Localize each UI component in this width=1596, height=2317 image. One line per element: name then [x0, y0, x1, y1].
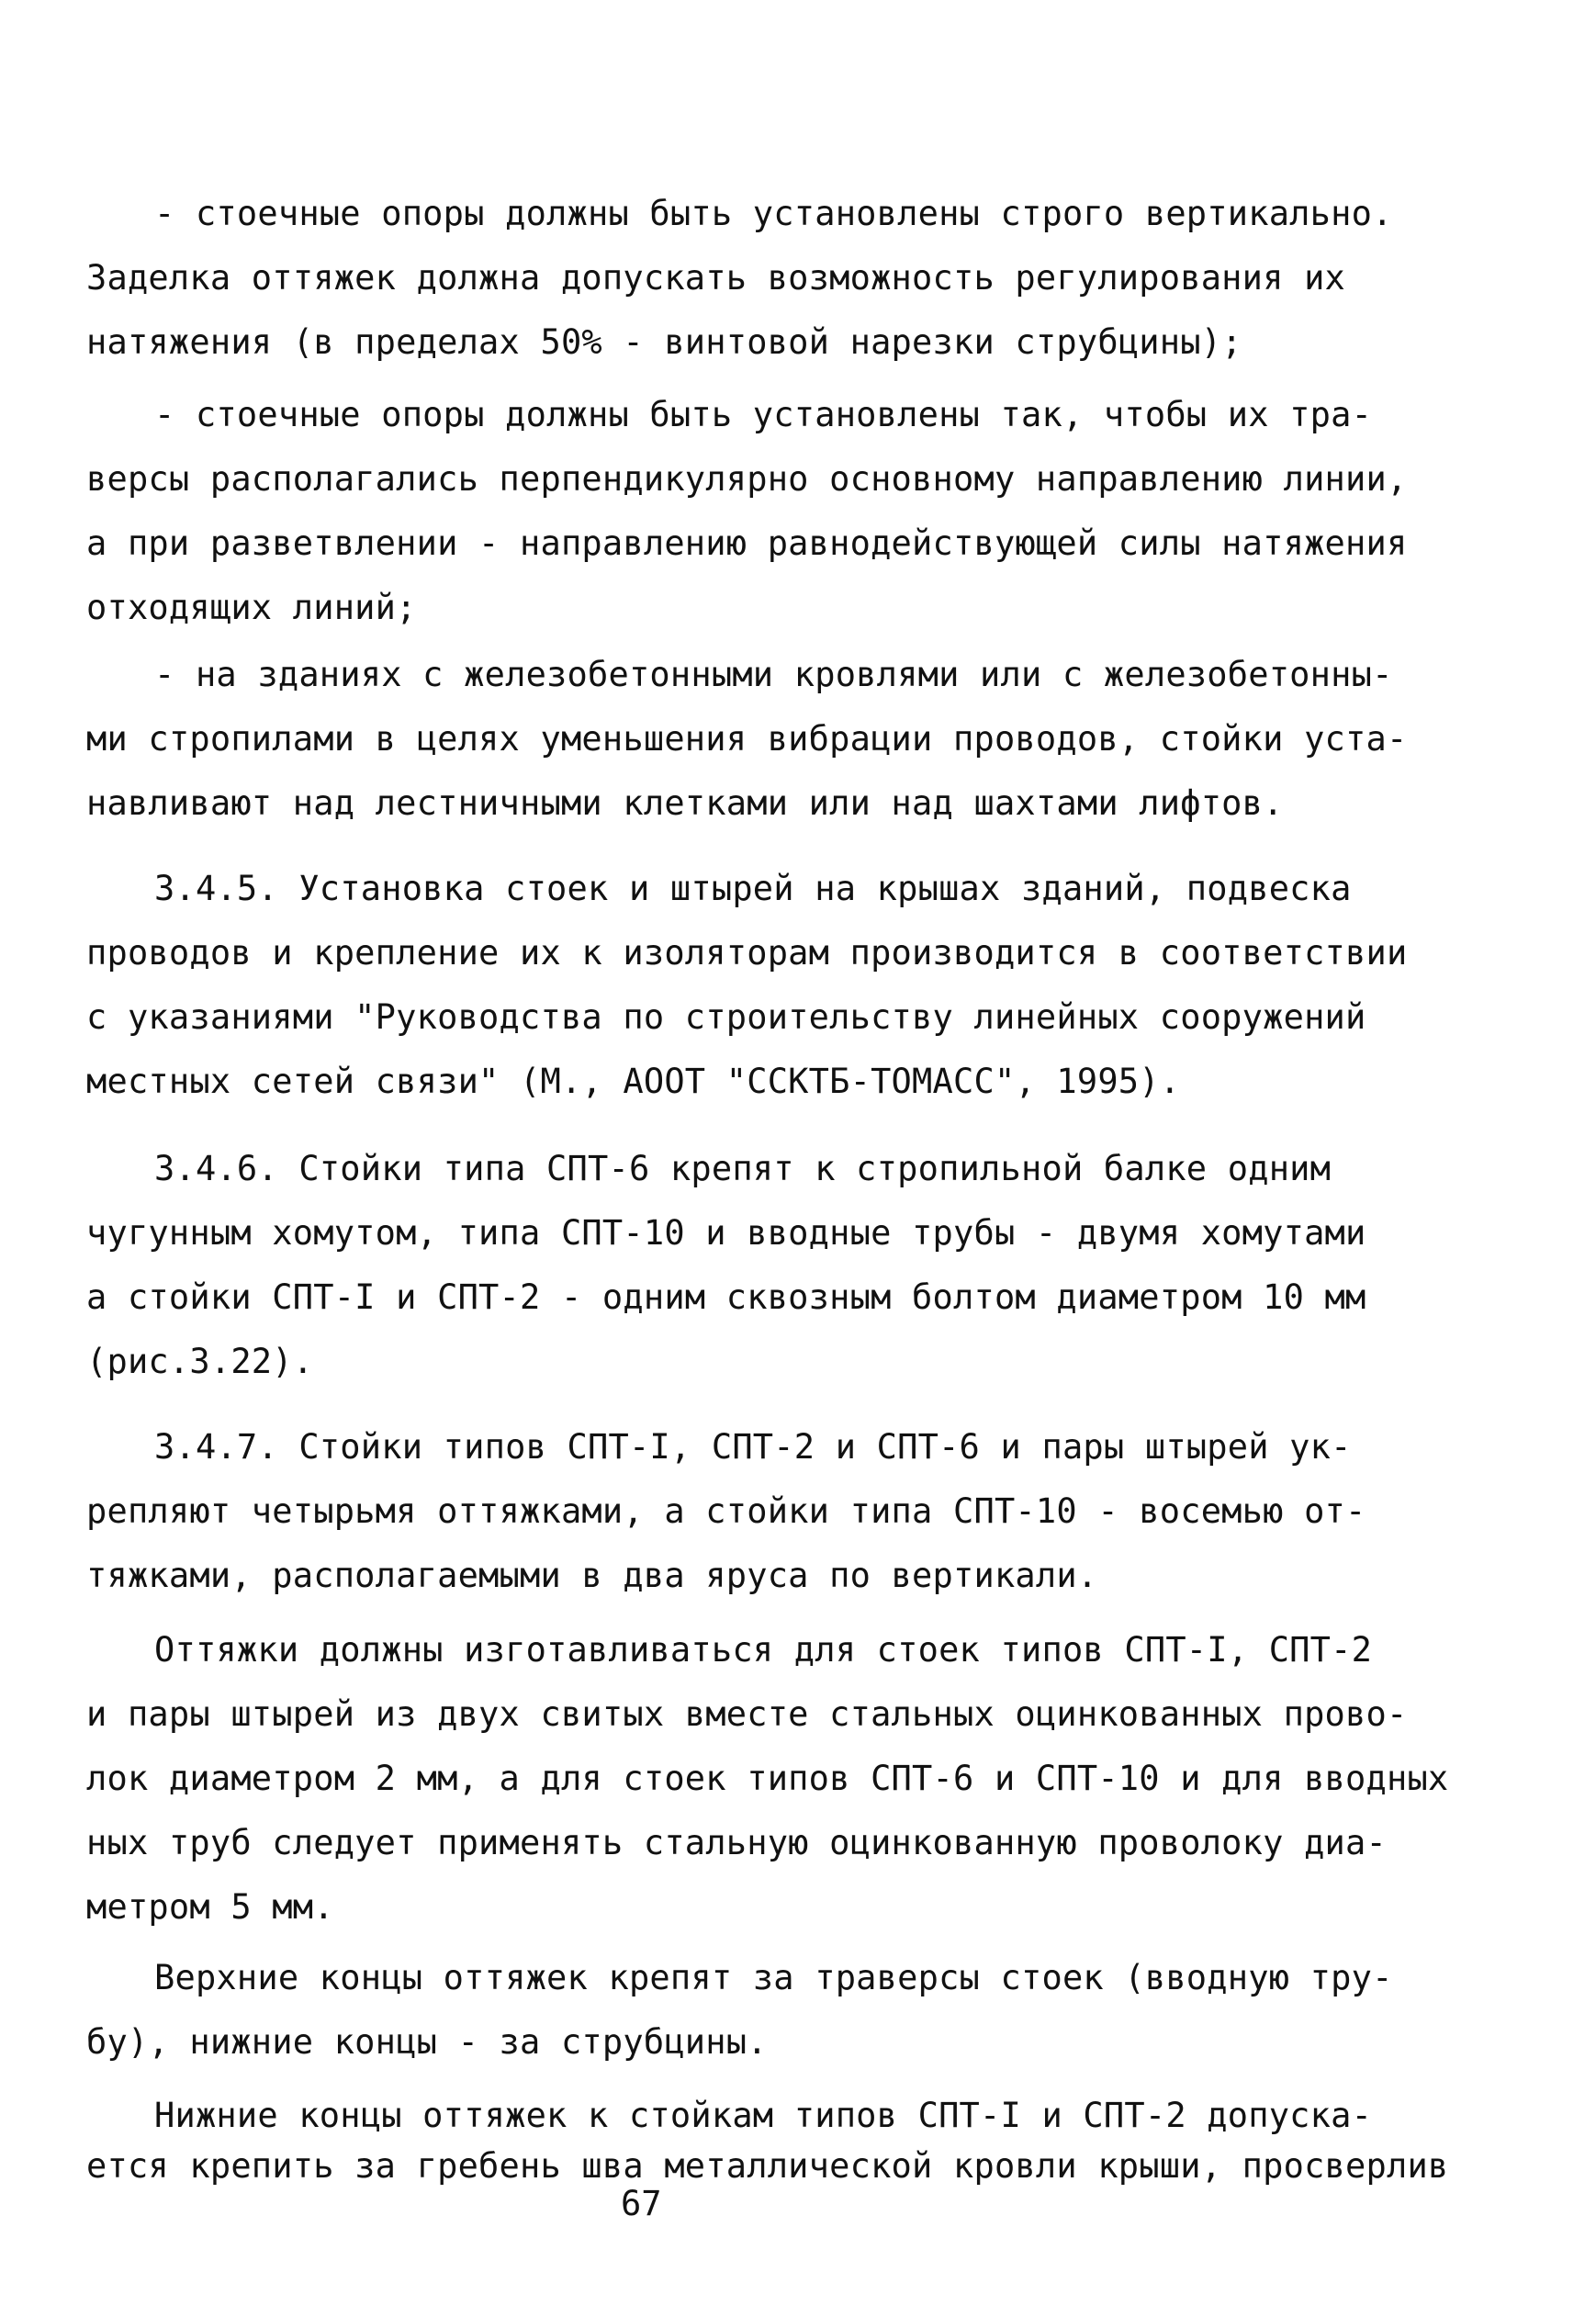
text-line: чугунным хомутом, типа СПТ-10 и вводные трубы - двумя хомутами [86, 1213, 1366, 1253]
text-line: 3.4.5. Установка стоек и штырей на крышах зданий, подвеска [154, 869, 1352, 908]
text-line: а стойки СПТ-I и СПТ-2 - одним сквозным болтом диаметром 10 мм [86, 1277, 1366, 1317]
text-line: и пары штырей из двух свитых вместе стальных оцинкованных прово- [86, 1694, 1408, 1734]
text-line: местных сетей связи" (М., АООТ "ССКТБ-ТОМАСС", 1995). [86, 1062, 1181, 1101]
text-line: - стоечные опоры должны быть установлены строго вертикально. [154, 194, 1393, 233]
page-number: 67 [621, 2184, 662, 2223]
text-line: - на зданиях с железобетонными кровлями или с железобетонны- [154, 655, 1393, 694]
text-line: - стоечные опоры должны быть установлены так, чтобы их тра- [154, 395, 1373, 434]
text-line: бу), нижние концы - за струбцины. [86, 2022, 768, 2062]
text-line: Заделка оттяжек должна допускать возможность регулирования их [86, 258, 1346, 298]
text-line: ных труб следует применять стальную оцинкованную проволоку диа- [86, 1823, 1387, 1862]
text-line: лок диаметром 2 мм, а для стоек типов СПТ-6 и СПТ-10 и для вводных [86, 1759, 1449, 1798]
text-line: тяжками, располагаемыми в два яруса по вертикали. [86, 1556, 1098, 1595]
text-line: версы располагались перпендикулярно основному направлению линии, [86, 459, 1408, 499]
text-line: Верхние концы оттяжек крепят за траверсы стоек (вводную тру- [154, 1958, 1393, 1997]
text-line: натяжения (в пределах 50% - винтовой нарезки струбцины); [86, 322, 1242, 362]
text-line: навливают над лестничными клетками или над шахтами лифтов. [86, 783, 1284, 823]
text-line: Нижние концы оттяжек к стойкам типов СПТ-I и СПТ-2 допуска- [154, 2096, 1373, 2135]
text-line: (рис.3.22). [86, 1342, 314, 1381]
text-line: отходящих линий; [86, 588, 417, 627]
text-line: 3.4.7. Стойки типов СПТ-I, СПТ-2 и СПТ-6 и пары штырей ук- [154, 1427, 1352, 1467]
text-line: Оттяжки должны изготавливаться для стоек типов СПТ-I, СПТ-2 [154, 1630, 1373, 1670]
text-line: метром 5 мм. [86, 1887, 334, 1927]
text-line: ется крепить за гребень шва металлической кровли крыши, просверлив [86, 2146, 1449, 2186]
text-line: а при разветвлении - направлению равнодействующей силы натяжения [86, 523, 1408, 563]
text-line: проводов и крепление их к изоляторам производится в соответствии [86, 933, 1408, 973]
text-line: репляют четырьмя оттяжками, а стойки типа СПТ-10 - восемью от- [86, 1491, 1366, 1531]
text-line: ми стропилами в целях уменьшения вибрации проводов, стойки уста- [86, 719, 1408, 759]
text-line: 3.4.6. Стойки типа СПТ-6 крепят к стропильной балке одним [154, 1149, 1332, 1188]
text-line: с указаниями "Руководства по строительству линейных сооружений [86, 997, 1366, 1037]
